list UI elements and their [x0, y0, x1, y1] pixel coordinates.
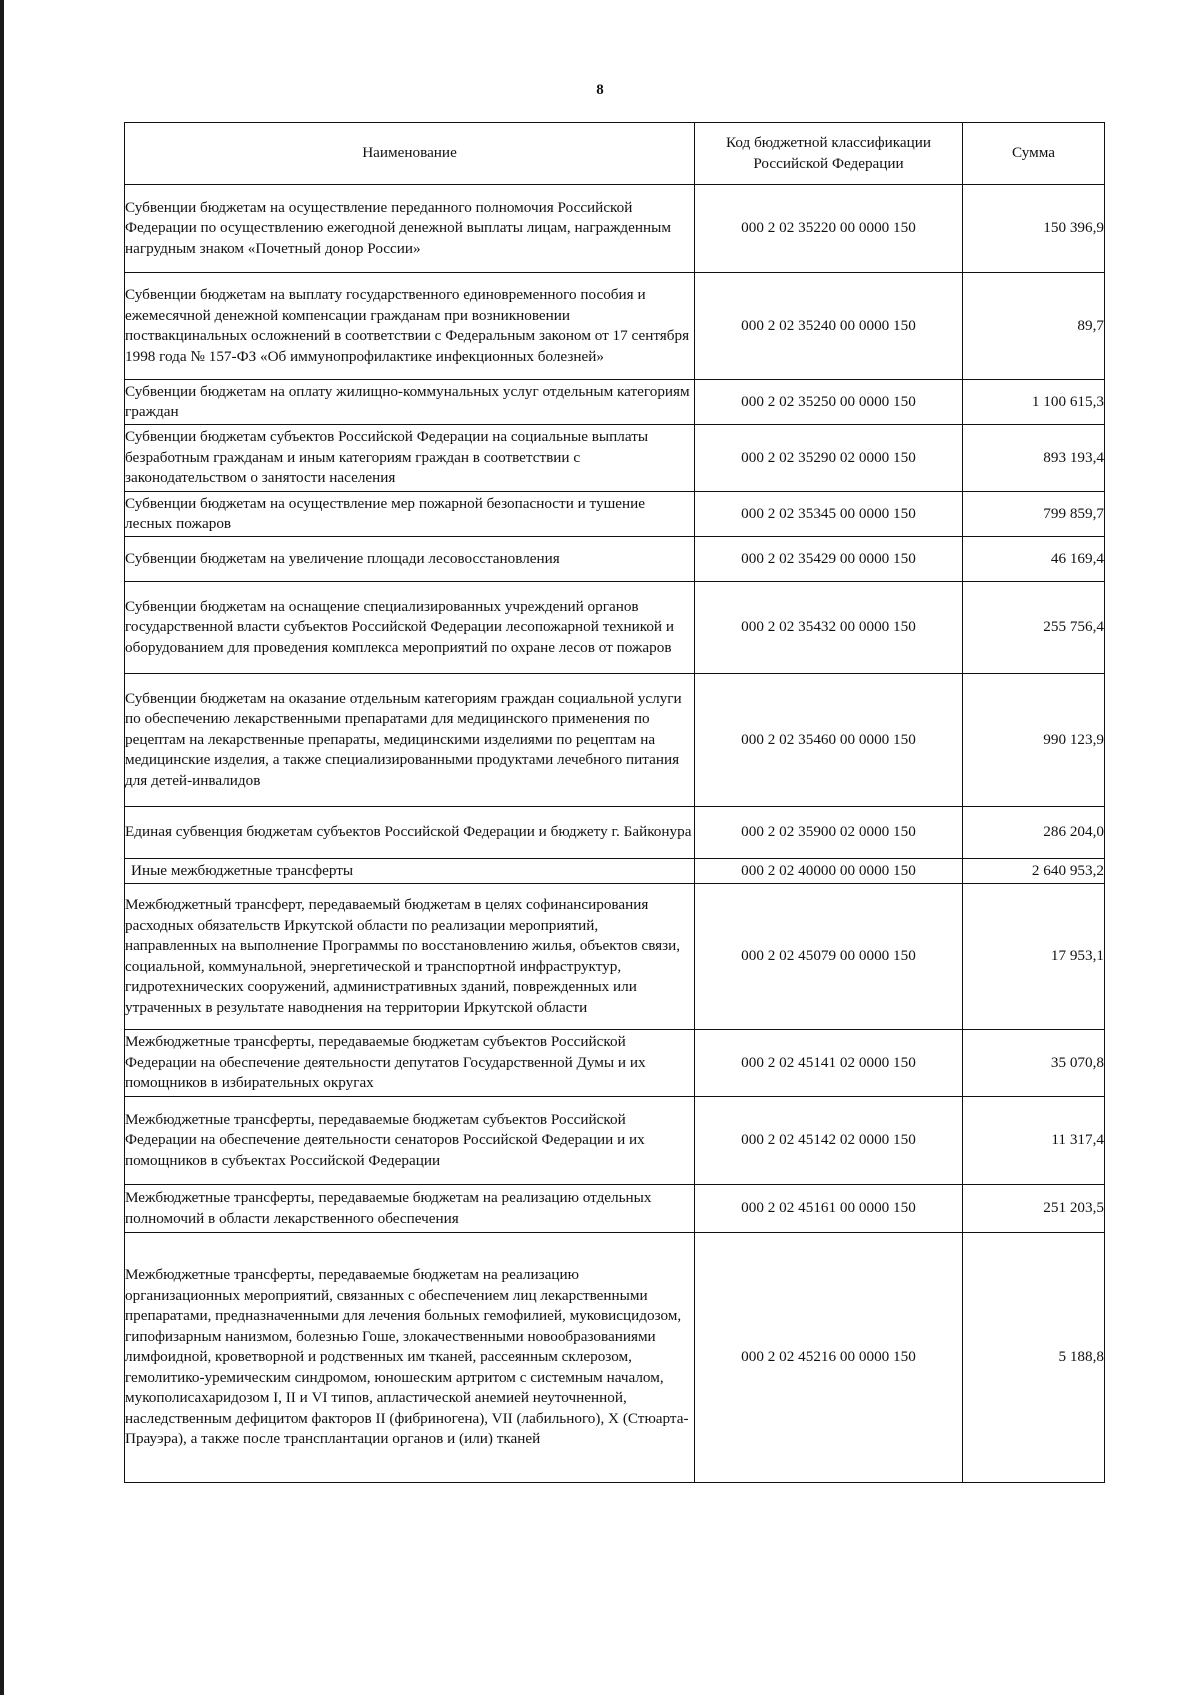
table-row [125, 185, 1105, 273]
row-name: Субвенции бюджетам субъектов Российской Федерации на социальные выплаты безработным гражданам и иным категориям граждан в соответствии с законодательством о занятости населения [125, 425, 695, 492]
table-row [125, 582, 1105, 674]
table-row [125, 1030, 1105, 1097]
table-row [125, 537, 1105, 582]
row-name: Единая субвенция бюджетам субъектов Российской Федерации и бюджету г. Байконура [125, 807, 695, 859]
row-sum: 17 953,1 [963, 884, 1105, 1030]
row-code: 000 2 02 35290 02 0000 150 [695, 425, 963, 492]
row-name: Межбюджетные трансферты, передаваемые бюджетам субъектов Российской Федерации на обеспечение деятельности депутатов Государственной Думы и их помощников в избирательных округах [125, 1030, 695, 1097]
row-code: 000 2 02 35250 00 0000 150 [695, 380, 963, 425]
header-name: Наименование [125, 123, 695, 185]
row-code: 000 2 02 35345 00 0000 150 [695, 492, 963, 537]
row-code: 000 2 02 45142 02 0000 150 [695, 1097, 963, 1185]
table-row [125, 674, 1105, 807]
row-name: Субвенции бюджетам на выплату государственного единовременного пособия и ежемесячной денежной компенсации гражданам при возникновении поствакцинальных осложнений в соответствии с Федеральным законом от 17 сентября 1998 года № 157-ФЗ «Об иммунопрофилактике инфекционных болезней» [125, 273, 695, 380]
page-number: 8 [596, 82, 604, 98]
header-code: Код бюджетной классификации Российской Федерации [695, 123, 963, 185]
row-sum: 893 193,4 [963, 425, 1105, 492]
row-sum: 2 640 953,2 [963, 859, 1105, 884]
table-row [125, 807, 1105, 859]
row-code: 000 2 02 45079 00 0000 150 [695, 884, 963, 1030]
table-header-row [125, 123, 1105, 185]
row-sum: 11 317,4 [963, 1097, 1105, 1185]
row-code: 000 2 02 45161 00 0000 150 [695, 1185, 963, 1233]
table-row [125, 1097, 1105, 1185]
row-sum: 35 070,8 [963, 1030, 1105, 1097]
row-code: 000 2 02 40000 00 0000 150 [695, 859, 963, 884]
row-sum: 990 123,9 [963, 674, 1105, 807]
row-name: Иные межбюджетные трансферты [125, 859, 695, 884]
row-sum: 255 756,4 [963, 582, 1105, 674]
table-row [125, 1233, 1105, 1483]
row-code: 000 2 02 35220 00 0000 150 [695, 185, 963, 273]
row-code: 000 2 02 35240 00 0000 150 [695, 273, 963, 380]
row-code: 000 2 02 45216 00 0000 150 [695, 1233, 963, 1483]
table-row-group-total [125, 859, 1105, 884]
row-sum: 46 169,4 [963, 537, 1105, 582]
row-code: 000 2 02 35460 00 0000 150 [695, 674, 963, 807]
row-name: Межбюджетные трансферты, передаваемые бюджетам субъектов Российской Федерации на обеспечение деятельности сенаторов Российской Федерации и их помощников в субъектах Российской Федерации [125, 1097, 695, 1185]
table-row [125, 884, 1105, 1030]
row-sum: 150 396,9 [963, 185, 1105, 273]
row-sum: 799 859,7 [963, 492, 1105, 537]
row-code: 000 2 02 35432 00 0000 150 [695, 582, 963, 674]
row-name: Субвенции бюджетам на увеличение площади лесовосстановления [125, 537, 695, 582]
row-name: Субвенции бюджетам на оснащение специализированных учреждений органов государственной власти субъектов Российской Федерации лесопожарной техникой и оборудованием для проведения комплекса мероприятий по охране лесов от пожаров [125, 582, 695, 674]
row-name: Субвенции бюджетам на оказание отдельным категориям граждан социальной услуги по обеспечению лекарственными препаратами для медицинского применения по рецептам на лекарственные препараты, медицинскими изделиями по рецептам на медицинские изделия, а также специализированными продуктами лечебного питания для детей-инвалидов [125, 674, 695, 807]
row-name: Субвенции бюджетам на осуществление переданного полномочия Российской Федерации по осуществлению ежегодной денежной выплаты лицам, награжденным нагрудным знаком «Почетный донор России» [125, 185, 695, 273]
budget-table [124, 122, 1105, 1483]
table-row [125, 492, 1105, 537]
header-sum: Сумма [963, 123, 1105, 185]
row-code: 000 2 02 45141 02 0000 150 [695, 1030, 963, 1097]
row-name: Межбюджетный трансферт, передаваемый бюджетам в целях софинансирования расходных обязательств Иркутской области по реализации мероприятий, направленных на выполнение Программы по восстановлению жилья, объектов связи, социальной, коммунальной, энергетической и транспортной инфраструктур, гидротехнических сооружений, административных зданий, поврежденных или утраченных в результате наводнения на территории Иркутской области [125, 884, 695, 1030]
row-sum: 286 204,0 [963, 807, 1105, 859]
row-sum: 1 100 615,3 [963, 380, 1105, 425]
row-code: 000 2 02 35429 00 0000 150 [695, 537, 963, 582]
table-row [125, 1185, 1105, 1233]
row-sum: 89,7 [963, 273, 1105, 380]
row-sum: 251 203,5 [963, 1185, 1105, 1233]
scan-left-edge [0, 0, 4, 1695]
row-sum: 5 188,8 [963, 1233, 1105, 1483]
table-row [125, 273, 1105, 380]
row-name: Межбюджетные трансферты, передаваемые бюджетам на реализацию отдельных полномочий в области лекарственного обеспечения [125, 1185, 695, 1233]
row-name: Межбюджетные трансферты, передаваемые бюджетам на реализацию организационных мероприятий, связанных с обеспечением лиц лекарственными препаратами, предназначенными для лечения больных гемофилией, муковисцидозом, гипофизарным нанизмом, болезнью Гоше, злокачественными новообразованиями лимфоидной, кроветворной и родственных им тканей, рассеянным склерозом, гемолитико-уремическим синдромом, юношеским артритом с системным началом, мукополисахаридозом I, II и VI типов, апластической анемией неуточненной, наследственным дефицитом факторов II (фибриногена), VII (лабильного), X (Стюарта-Прауэра), а также после трансплантации органов и (или) тканей [125, 1233, 695, 1483]
row-code: 000 2 02 35900 02 0000 150 [695, 807, 963, 859]
table-row [125, 380, 1105, 425]
row-name: Субвенции бюджетам на оплату жилищно-коммунальных услуг отдельным категориям граждан [125, 380, 695, 425]
table-row [125, 425, 1105, 492]
row-name: Субвенции бюджетам на осуществление мер пожарной безопасности и тушение лесных пожаров [125, 492, 695, 537]
